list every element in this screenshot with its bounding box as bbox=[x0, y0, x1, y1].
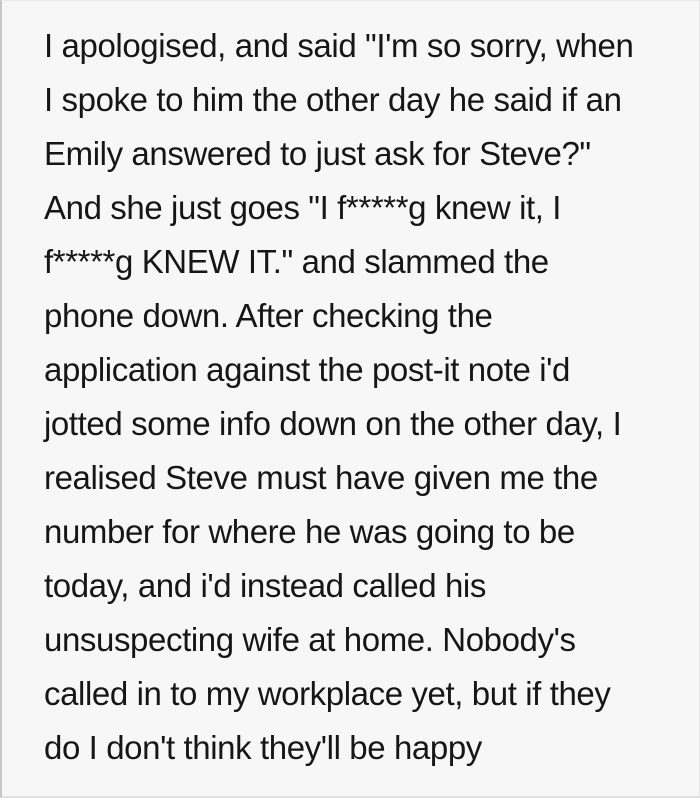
post-line: application against the post-it note i'd bbox=[44, 351, 570, 388]
post-line: realised Steve must have given me the bbox=[44, 459, 598, 496]
post-line: do I don't think they'll be happy bbox=[44, 729, 482, 766]
post-line: called in to my workplace yet, but if they bbox=[44, 675, 611, 712]
post-line: unsuspecting wife at home. Nobody's bbox=[44, 621, 576, 658]
post-line: Emily answered to just ask for Steve?" bbox=[44, 135, 591, 172]
post-line: I apologised, and said "I'm so sorry, when bbox=[44, 27, 634, 64]
post-line: I spoke to him the other day he said if an bbox=[44, 81, 622, 118]
post-line: f*****g KNEW IT." and slammed the bbox=[44, 243, 549, 280]
post-line: number for where he was going to be bbox=[44, 513, 575, 550]
post-line: phone down. After checking the bbox=[44, 297, 493, 334]
post-line: jotted some info down on the other day, I bbox=[44, 405, 622, 442]
post-line: today, and i'd instead called his bbox=[44, 567, 486, 604]
post-line: And she just goes "I f*****g knew it, I bbox=[44, 189, 562, 226]
